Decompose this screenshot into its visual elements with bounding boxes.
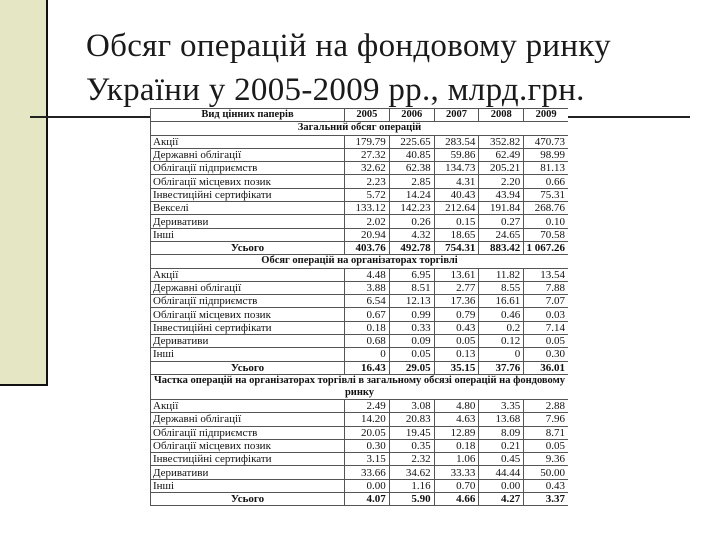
value-cell: 212.64 <box>434 202 479 215</box>
value-cell: 142.23 <box>389 202 434 215</box>
value-cell: 0.46 <box>479 308 524 321</box>
value-cell: 16.61 <box>479 295 524 308</box>
section-header-row <box>151 255 569 268</box>
value-cell: 0.00 <box>345 479 390 492</box>
value-cell: 191.84 <box>479 202 524 215</box>
security-type-cell: Облігації підприємств <box>151 162 345 175</box>
total-value-cell: 29.05 <box>389 361 434 374</box>
table-row <box>151 466 569 479</box>
total-value-cell: 1 067.26 <box>524 241 568 254</box>
value-cell: 75.31 <box>524 188 568 201</box>
securities-operations-table <box>150 108 568 506</box>
value-cell: 0.2 <box>479 321 524 334</box>
value-cell: 4.80 <box>434 399 479 412</box>
slide-title <box>86 24 611 112</box>
security-type-cell: Векселі <box>151 202 345 215</box>
table-row <box>151 175 569 188</box>
value-cell: 0.05 <box>524 439 568 452</box>
table-row <box>151 479 569 492</box>
value-cell: 3.35 <box>479 399 524 412</box>
value-cell: 1.06 <box>434 453 479 466</box>
value-cell: 0.05 <box>389 348 434 361</box>
security-type-cell: Інвестиційні сертифікати <box>151 188 345 201</box>
header-year: 2005 <box>345 109 390 122</box>
value-cell: 4.63 <box>434 413 479 426</box>
value-cell: 8.55 <box>479 281 524 294</box>
security-type-cell: Облігації підприємств <box>151 426 345 439</box>
value-cell: 0.27 <box>479 215 524 228</box>
security-type-cell: Інвестиційні сертифікати <box>151 453 345 466</box>
security-type-cell: Державні облігації <box>151 281 345 294</box>
value-cell: 3.08 <box>389 399 434 412</box>
security-type-cell: Інвестиційні сертифікати <box>151 321 345 334</box>
value-cell: 0.09 <box>389 335 434 348</box>
header-security-type: Вид цінних паперів <box>151 109 345 122</box>
total-value-cell: 4.66 <box>434 493 479 506</box>
total-value-cell: 35.15 <box>434 361 479 374</box>
value-cell: 268.76 <box>524 202 568 215</box>
value-cell: 40.85 <box>389 148 434 161</box>
value-cell: 8.51 <box>389 281 434 294</box>
security-type-cell: Інші <box>151 228 345 241</box>
value-cell: 0.99 <box>389 308 434 321</box>
value-cell: 2.49 <box>345 399 390 412</box>
value-cell: 44.44 <box>479 466 524 479</box>
security-type-cell: Деривативи <box>151 466 345 479</box>
total-value-cell: 5.90 <box>389 493 434 506</box>
value-cell: 14.20 <box>345 413 390 426</box>
table-row <box>151 413 569 426</box>
table-row <box>151 426 569 439</box>
value-cell: 40.43 <box>434 188 479 201</box>
value-cell: 13.54 <box>524 268 568 281</box>
value-cell: 2.02 <box>345 215 390 228</box>
value-cell: 59.86 <box>434 148 479 161</box>
value-cell: 13.61 <box>434 268 479 281</box>
table-row <box>151 228 569 241</box>
security-type-cell: Державні облігації <box>151 148 345 161</box>
section-title: Загальний обсяг операцій <box>151 122 569 135</box>
value-cell: 8.71 <box>524 426 568 439</box>
value-cell: 33.66 <box>345 466 390 479</box>
value-cell: 24.65 <box>479 228 524 241</box>
value-cell: 205.21 <box>479 162 524 175</box>
value-cell: 98.99 <box>524 148 568 161</box>
value-cell: 6.54 <box>345 295 390 308</box>
value-cell: 2.77 <box>434 281 479 294</box>
value-cell: 34.62 <box>389 466 434 479</box>
table-row <box>151 268 569 281</box>
value-cell: 0.68 <box>345 335 390 348</box>
section-header-row <box>151 374 569 399</box>
value-cell: 13.68 <box>479 413 524 426</box>
security-type-cell: Облігації місцевих позик <box>151 439 345 452</box>
total-label: Усього <box>151 241 345 254</box>
table-row <box>151 439 569 452</box>
value-cell: 3.88 <box>345 281 390 294</box>
table-row <box>151 295 569 308</box>
value-cell: 0.30 <box>524 348 568 361</box>
value-cell: 134.73 <box>434 162 479 175</box>
header-year: 2007 <box>434 109 479 122</box>
value-cell: 18.65 <box>434 228 479 241</box>
total-row <box>151 361 569 374</box>
header-year: 2009 <box>524 109 568 122</box>
value-cell: 179.79 <box>345 135 390 148</box>
security-type-cell: Облігації місцевих позик <box>151 175 345 188</box>
value-cell: 0.18 <box>434 439 479 452</box>
header-year: 2008 <box>479 109 524 122</box>
total-value-cell: 403.76 <box>345 241 390 254</box>
value-cell: 62.38 <box>389 162 434 175</box>
value-cell: 2.23 <box>345 175 390 188</box>
table-row <box>151 453 569 466</box>
security-type-cell: Державні облігації <box>151 413 345 426</box>
slide-title-line1: Обсяг операцій на фондовому ринку <box>86 28 611 64</box>
total-value-cell: 16.43 <box>345 361 390 374</box>
total-row <box>151 493 569 506</box>
table-row <box>151 281 569 294</box>
value-cell: 0 <box>345 348 390 361</box>
value-cell: 2.32 <box>389 453 434 466</box>
security-type-cell: Акції <box>151 268 345 281</box>
value-cell: 0.21 <box>479 439 524 452</box>
section-title: Обсяг операцій на організаторах торгівлі <box>151 255 569 268</box>
value-cell: 81.13 <box>524 162 568 175</box>
value-cell: 5.72 <box>345 188 390 201</box>
value-cell: 0.35 <box>389 439 434 452</box>
value-cell: 11.82 <box>479 268 524 281</box>
value-cell: 7.96 <box>524 413 568 426</box>
value-cell: 0.66 <box>524 175 568 188</box>
value-cell: 12.89 <box>434 426 479 439</box>
table-row <box>151 399 569 412</box>
table-row <box>151 308 569 321</box>
total-value-cell: 4.27 <box>479 493 524 506</box>
value-cell: 20.94 <box>345 228 390 241</box>
value-cell: 0.03 <box>524 308 568 321</box>
value-cell: 4.32 <box>389 228 434 241</box>
value-cell: 50.00 <box>524 466 568 479</box>
value-cell: 62.49 <box>479 148 524 161</box>
value-cell: 33.33 <box>434 466 479 479</box>
table-row <box>151 135 569 148</box>
value-cell: 12.13 <box>389 295 434 308</box>
value-cell: 0.67 <box>345 308 390 321</box>
value-cell: 20.05 <box>345 426 390 439</box>
header-year: 2006 <box>389 109 434 122</box>
value-cell: 0.18 <box>345 321 390 334</box>
table-row <box>151 188 569 201</box>
value-cell: 470.73 <box>524 135 568 148</box>
table-row <box>151 321 569 334</box>
value-cell: 20.83 <box>389 413 434 426</box>
table-row <box>151 162 569 175</box>
security-type-cell: Деривативи <box>151 335 345 348</box>
value-cell: 283.54 <box>434 135 479 148</box>
total-value-cell: 37.76 <box>479 361 524 374</box>
total-value-cell: 36.01 <box>524 361 568 374</box>
value-cell: 0.10 <box>524 215 568 228</box>
value-cell: 32.62 <box>345 162 390 175</box>
value-cell: 19.45 <box>389 426 434 439</box>
table-row <box>151 335 569 348</box>
security-type-cell: Облігації місцевих позик <box>151 308 345 321</box>
securities-table-container <box>150 108 568 540</box>
value-cell: 27.32 <box>345 148 390 161</box>
value-cell: 2.85 <box>389 175 434 188</box>
total-value-cell: 3.37 <box>524 493 568 506</box>
section-title: Частка операцій на організаторах торгівлі в загальному обсязі операцій на фондовому ринку <box>151 374 569 399</box>
value-cell: 2.88 <box>524 399 568 412</box>
value-cell: 0.43 <box>434 321 479 334</box>
value-cell: 7.14 <box>524 321 568 334</box>
value-cell: 4.31 <box>434 175 479 188</box>
value-cell: 0.26 <box>389 215 434 228</box>
value-cell: 0 <box>479 348 524 361</box>
value-cell: 14.24 <box>389 188 434 201</box>
security-type-cell: Інші <box>151 479 345 492</box>
value-cell: 0.15 <box>434 215 479 228</box>
decorative-side-bar <box>0 0 48 386</box>
total-value-cell: 883.42 <box>479 241 524 254</box>
security-type-cell: Облігації підприємств <box>151 295 345 308</box>
value-cell: 133.12 <box>345 202 390 215</box>
value-cell: 225.65 <box>389 135 434 148</box>
security-type-cell: Акції <box>151 135 345 148</box>
value-cell: 0.30 <box>345 439 390 452</box>
security-type-cell: Акції <box>151 399 345 412</box>
value-cell: 7.88 <box>524 281 568 294</box>
value-cell: 70.58 <box>524 228 568 241</box>
value-cell: 0.70 <box>434 479 479 492</box>
table-row <box>151 148 569 161</box>
value-cell: 8.09 <box>479 426 524 439</box>
value-cell: 9.36 <box>524 453 568 466</box>
value-cell: 352.82 <box>479 135 524 148</box>
table-row <box>151 202 569 215</box>
value-cell: 0.79 <box>434 308 479 321</box>
value-cell: 0.00 <box>479 479 524 492</box>
table-header-row <box>151 109 569 122</box>
table-row <box>151 215 569 228</box>
total-value-cell: 754.31 <box>434 241 479 254</box>
total-value-cell: 492.78 <box>389 241 434 254</box>
total-label: Усього <box>151 493 345 506</box>
total-value-cell: 4.07 <box>345 493 390 506</box>
table-row <box>151 348 569 361</box>
total-label: Усього <box>151 361 345 374</box>
value-cell: 0.33 <box>389 321 434 334</box>
value-cell: 0.12 <box>479 335 524 348</box>
value-cell: 3.15 <box>345 453 390 466</box>
value-cell: 0.43 <box>524 479 568 492</box>
value-cell: 2.20 <box>479 175 524 188</box>
table-body <box>151 122 569 506</box>
value-cell: 6.95 <box>389 268 434 281</box>
section-header-row <box>151 122 569 135</box>
value-cell: 17.36 <box>434 295 479 308</box>
value-cell: 0.45 <box>479 453 524 466</box>
value-cell: 0.13 <box>434 348 479 361</box>
value-cell: 0.05 <box>434 335 479 348</box>
value-cell: 1.16 <box>389 479 434 492</box>
value-cell: 7.07 <box>524 295 568 308</box>
value-cell: 43.94 <box>479 188 524 201</box>
value-cell: 0.05 <box>524 335 568 348</box>
value-cell: 4.48 <box>345 268 390 281</box>
security-type-cell: Інші <box>151 348 345 361</box>
total-row <box>151 241 569 254</box>
slide-title-line2: України у 2005-2009 рр., млрд.грн. <box>86 72 585 108</box>
security-type-cell: Деривативи <box>151 215 345 228</box>
